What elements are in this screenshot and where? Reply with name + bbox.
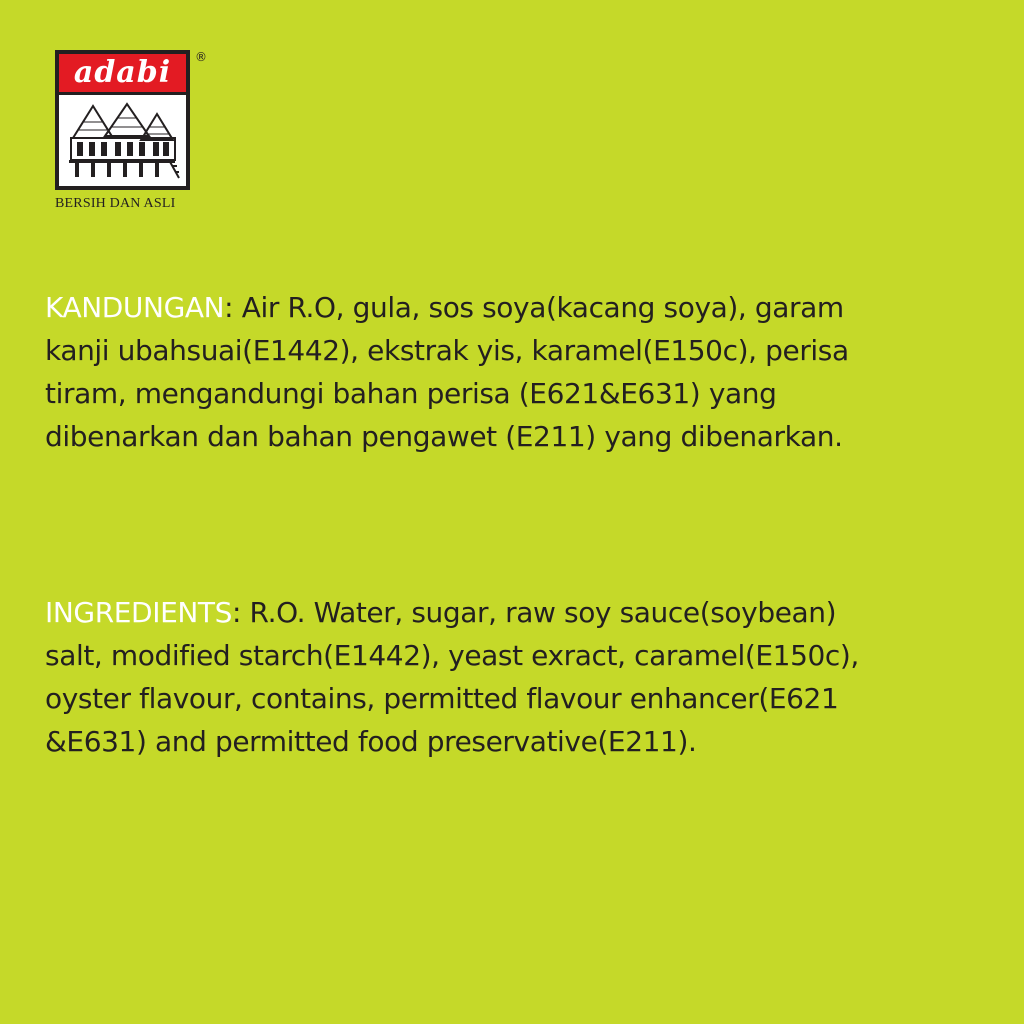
- traditional-house-icon: [65, 100, 180, 182]
- malay-line-2: kanji ubahsuai(E1442), ekstrak yis, karamel(E150c), perisa: [45, 334, 849, 367]
- logo-wordmark: adabi: [73, 55, 172, 90]
- malay-heading: KANDUNGAN: [45, 291, 225, 324]
- english-line-1: [45, 591, 1020, 634]
- malay-line-1-text: : Air R.O, gula, sos soya(kacang soya), garam: [224, 291, 844, 324]
- english-line-1-text: : R.O. Water, sugar, raw soy sauce(soybean): [231, 596, 837, 629]
- english-line-2: salt, modified starch(E1442), yeast exract, caramel(E150c),: [45, 639, 859, 672]
- malay-line-3: tiram, mengandungi bahan perisa (E621&E631) yang: [45, 377, 777, 410]
- brand-tagline: BERSIH DAN ASLI: [55, 196, 176, 211]
- malay-ingredients-paragraph: [45, 286, 1020, 458]
- malay-line-4: dibenarkan dan bahan pengawet (E211) yang dibenarkan.: [45, 420, 843, 453]
- registered-mark: ®: [195, 50, 207, 64]
- english-line-3: oyster flavour, contains, permitted flavour enhancer(E621: [45, 682, 839, 715]
- english-line-4: &E631) and permitted food preservative(E211).: [45, 725, 697, 758]
- english-heading: INGREDIENTS: [45, 596, 232, 629]
- brand-logo: [55, 50, 190, 190]
- english-ingredients-paragraph: [45, 591, 1020, 763]
- malay-line-1: [45, 286, 1020, 329]
